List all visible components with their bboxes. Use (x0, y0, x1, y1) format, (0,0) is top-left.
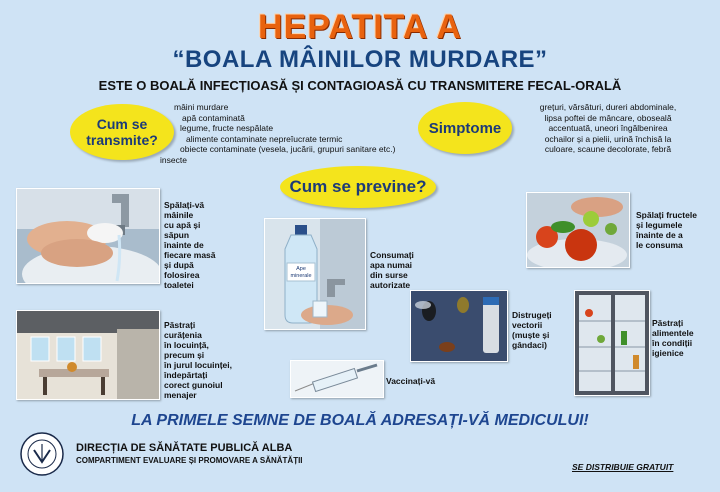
caption-line: apa numai (370, 260, 413, 270)
caption-line: înainte de a (636, 230, 683, 240)
caption-line: Păstrați (164, 320, 196, 330)
transmission-badge (70, 104, 174, 160)
kitchen-photo (16, 310, 160, 400)
water-caption (370, 250, 414, 290)
cleaning-caption (164, 320, 232, 400)
caption-line: (muște și (512, 330, 550, 340)
caption-line: săpun (164, 230, 190, 240)
caption-line: igienice (652, 348, 684, 358)
list-item: legume, fructe nespălate (180, 123, 274, 133)
symptoms-label: Simptome (428, 119, 502, 137)
caption-line: Consumați (370, 250, 414, 260)
transmission-list (160, 102, 395, 165)
vectors-caption (512, 310, 552, 350)
prevention-label: Cum se previne? (289, 177, 427, 196)
hand-washing-photo (16, 188, 160, 284)
caption-line: în jurul locuinței, (164, 360, 232, 370)
caption-line: alimentele (652, 328, 694, 338)
symptoms-line: lipsa poftei de mâncare, oboseală (544, 112, 672, 123)
poster-tagline: ESTE O BOALĂ INFECȚIOASĂ ȘI CONTAGIOASĂ CU TRANSMITERE FECAL-ORALĂ (98, 78, 622, 93)
list-item: alimente contaminate nepreîucrate termic (186, 133, 343, 144)
food-storage-caption (652, 318, 694, 358)
symptoms-badge (418, 102, 512, 154)
caption-line: mâinile (164, 210, 194, 220)
list-item: insecte (160, 154, 187, 165)
svg-text:minerale (290, 273, 311, 279)
caption-line: și după (164, 260, 194, 270)
bottle-label-1: Ape (296, 266, 306, 272)
caption-line: corect gunoiul (164, 380, 223, 390)
transmission-label-line1: Cum se (96, 116, 148, 132)
caption-line: gândaci) (512, 340, 547, 350)
poster-title: HEPATITA A (258, 8, 462, 46)
list-item: mâini murdare (174, 102, 229, 112)
vaccine-caption (386, 376, 435, 386)
caption-line: menajer (164, 390, 197, 400)
caption-line: toaletei (164, 280, 194, 290)
caption-line: precum și (164, 350, 205, 360)
symptoms-line: ochailor și a pielii, urină închisă la (544, 133, 672, 144)
fruit-caption (636, 210, 697, 250)
caption-line: fiecare masă (164, 250, 216, 260)
insects-photo (410, 290, 508, 362)
caption-line: Spălați fructele (636, 210, 697, 220)
fruit-washing-photo (526, 192, 630, 268)
caption-line: Vaccinați-vă (386, 376, 436, 386)
caption-line: în locuință, (164, 340, 209, 350)
caption-line: le consuma (636, 240, 683, 250)
caption-line: înainte de (164, 240, 204, 250)
caption-line: vectorii (512, 320, 543, 330)
caption-line: din surse (370, 270, 408, 280)
list-item: apă contaminată (182, 112, 245, 123)
poster-subtitle: “BOALA MÂINILOR MURDARE” (172, 46, 548, 73)
caption-line: autorizate (370, 280, 411, 290)
caption-line: cu apă și (164, 220, 201, 230)
symptoms-line: grețuri, vărsături, dureri abdominale, (539, 102, 677, 112)
symptoms-text (508, 102, 708, 155)
symptoms-line: accentuată, uneori îngălbenirea (548, 123, 668, 133)
symptoms-line: culoare, scaune decolorate, febră (544, 144, 672, 154)
caption-line: Spălați-vă (164, 200, 205, 210)
caption-line: în condiții (652, 338, 693, 348)
dsp-logo (20, 432, 64, 476)
water-bottle-photo (264, 218, 366, 330)
org-department: COMPARTIMENT EVALUARE ȘI PROMOVARE A SĂNĂTĂȚII (76, 456, 303, 465)
org-name: DIRECȚIA DE SĂNĂTATE PUBLICĂ ALBA (76, 442, 293, 454)
hand-washing-caption (164, 200, 216, 290)
transmission-label-line2: transmite? (86, 132, 158, 148)
caption-line: Păstrați (652, 318, 684, 328)
syringe-photo (290, 360, 384, 398)
free-distribution-note: SE DISTRIBUIE GRATUIT (572, 462, 674, 472)
refrigerator-photo (574, 290, 650, 396)
caption-line: curățenia (164, 330, 202, 340)
list-item: obiecte contaminate (vesela, jucării, grupuri sanitare etc.) (180, 144, 396, 154)
caption-line: folosirea (164, 270, 200, 280)
caption-line: Distrugeți (512, 310, 552, 320)
bottle-label-2: minerale (290, 273, 312, 279)
prevention-badge (280, 166, 436, 208)
svg-text:Ape (296, 266, 306, 272)
caption-line: îndepărtați (164, 370, 208, 380)
caption-line: și legumele (636, 220, 683, 230)
doctor-warning: LA PRIMELE SEMNE DE BOALĂ ADRESAȚI-VĂ MEDICULUI! (131, 412, 589, 429)
